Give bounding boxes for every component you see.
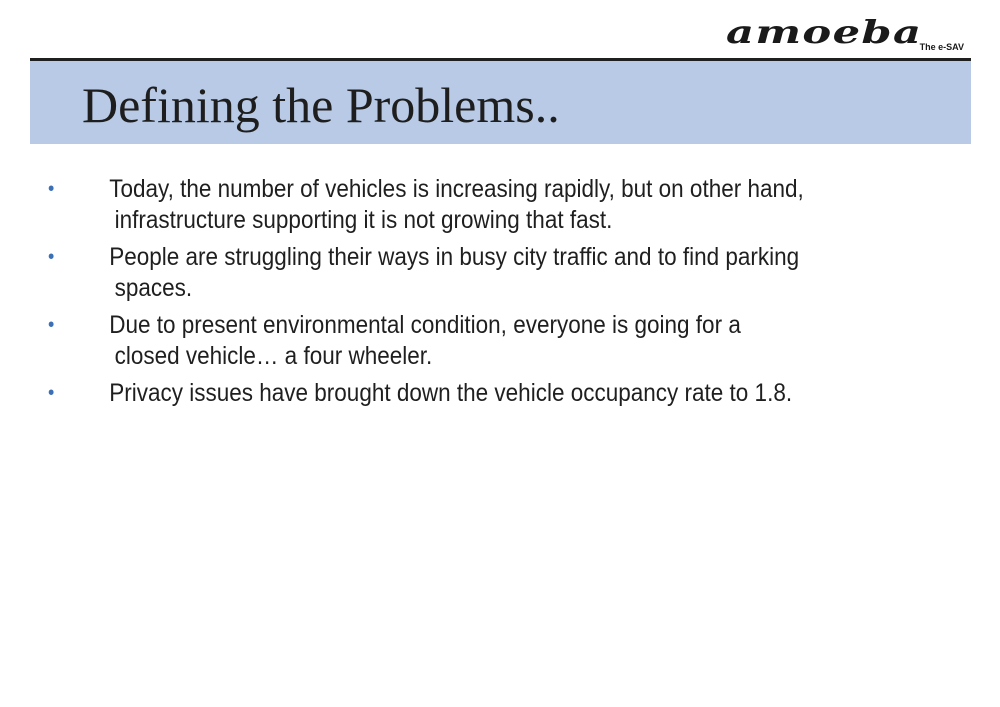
bullet-text-line: People are struggling their ways in busy city traffic and to find parking [109,243,800,271]
bullet-item [48,174,955,236]
bullet-list [48,174,948,415]
logo-tagline: The e-SAV [919,42,964,52]
bullet-text-line: closed vehicle… a four wheeler. [114,342,433,370]
bullet-text-line: spaces. [114,274,193,302]
bullet-text-line: infrastructure supporting it is not growing that fast. [114,206,613,234]
bullet-icon: • [48,178,55,200]
bullet-icon: • [48,314,55,336]
brand-logo [726,12,966,60]
bullet-text-line: Today, the number of vehicles is increasing rapidly, but on other hand, [109,175,804,203]
bullet-item [48,310,955,372]
bullet-text-line: Due to present environmental condition, everyone is going for a [109,311,741,339]
bullet-item [48,378,955,409]
bullet-text-line: Privacy issues have brought down the vehicle occupancy rate to 1.8. [109,379,793,407]
title-bar [30,58,971,144]
logo-wordmark: amoeba [726,13,923,51]
slide-title: Defining the Problems.. [82,77,560,133]
bullet-icon: • [48,246,55,268]
bullet-item [48,242,955,304]
bullet-icon: • [48,382,55,404]
